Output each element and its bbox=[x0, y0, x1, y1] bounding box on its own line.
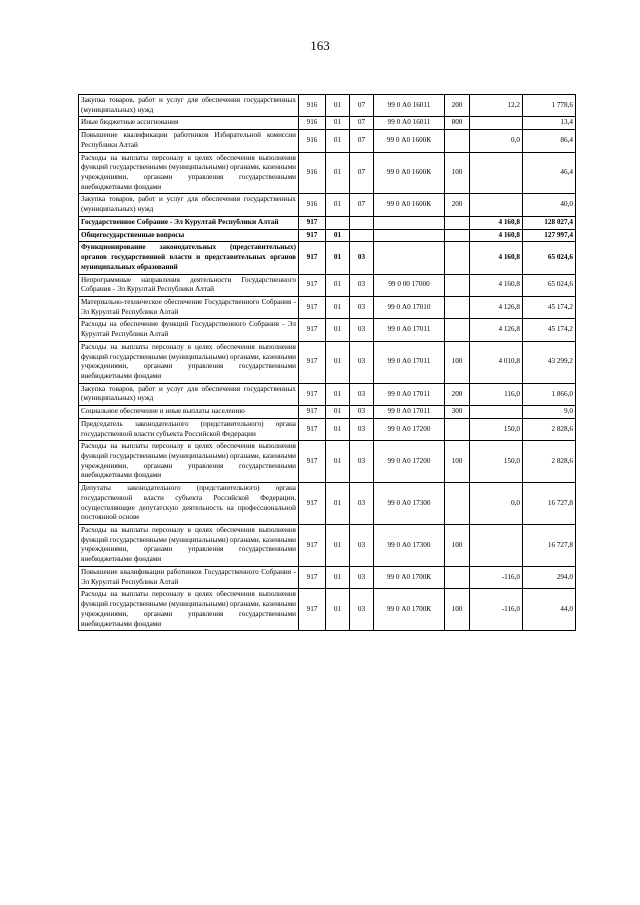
row-ved-code: 917 bbox=[299, 418, 326, 440]
row-amount-total: 44,0 bbox=[523, 589, 576, 631]
row-expense-type bbox=[445, 296, 470, 318]
row-name: Общегосударственные вопросы bbox=[79, 229, 299, 242]
row-target-article: 99 0 А0 1600К bbox=[374, 130, 445, 152]
row-section-code: 01 bbox=[326, 418, 350, 440]
row-subsection-code: 03 bbox=[350, 296, 374, 318]
row-amount-total: 128 027,4 bbox=[523, 216, 576, 229]
row-amount-total: 2 828,6 bbox=[523, 441, 576, 483]
budget-table bbox=[78, 94, 576, 631]
table-row bbox=[79, 525, 576, 567]
row-subsection-code: 03 bbox=[350, 441, 374, 483]
row-section-code: 01 bbox=[326, 274, 350, 296]
row-target-article: 99 0 А0 1600К bbox=[374, 152, 445, 194]
table-row bbox=[79, 152, 576, 194]
row-name: Расходы на обеспечение функций Государственного Собрания - Эл Курултай Республики Алтай bbox=[79, 319, 299, 341]
row-subsection-code bbox=[350, 229, 374, 242]
row-expense-type bbox=[445, 130, 470, 152]
row-target-article: 99 0 А0 17011 bbox=[374, 341, 445, 383]
row-amount-change bbox=[470, 194, 523, 216]
row-name: Расходы на выплаты персоналу в целях обеспечения выполнения функций государственными (муниципальными) органами, казенными учреждениями, органами управления государственными внебюджетными фондами bbox=[79, 525, 299, 567]
row-name: Депутаты законодательного (представительного) органа государственной власти субъекта Российской Федерации, осуществляющие депутатскую деятельность на профессиональной постоянной основе bbox=[79, 483, 299, 525]
row-subsection-code: 03 bbox=[350, 406, 374, 419]
row-amount-change bbox=[470, 152, 523, 194]
row-amount-total: 16 727,8 bbox=[523, 483, 576, 525]
row-expense-type: 200 bbox=[445, 383, 470, 405]
table-row bbox=[79, 130, 576, 152]
row-subsection-code: 03 bbox=[350, 525, 374, 567]
row-name: Функционирование законодательных (представительных) органов государственной власти и представительных органов муниципальных образований bbox=[79, 242, 299, 274]
row-amount-total: 294,0 bbox=[523, 566, 576, 588]
row-name: Иные бюджетные ассигнования bbox=[79, 117, 299, 130]
table-row bbox=[79, 383, 576, 405]
row-amount-change: 12,2 bbox=[470, 95, 523, 117]
row-name: Расходы на выплаты персоналу в целях обеспечения выполнения функций государственными (муниципальными) органами, казенными учреждениями, органами управления государственными внебюджетными фондами bbox=[79, 152, 299, 194]
row-amount-change bbox=[470, 117, 523, 130]
row-amount-change: 4 160,8 bbox=[470, 229, 523, 242]
row-name: Закупка товаров, работ и услуг для обеспечения государственных (муниципальных) нужд bbox=[79, 194, 299, 216]
row-target-article: 99 0 А0 16011 bbox=[374, 95, 445, 117]
row-amount-change: 150,0 bbox=[470, 441, 523, 483]
row-amount-total: 65 024,6 bbox=[523, 274, 576, 296]
row-ved-code: 916 bbox=[299, 152, 326, 194]
row-expense-type bbox=[445, 274, 470, 296]
budget-table-body bbox=[79, 95, 576, 631]
row-ved-code: 917 bbox=[299, 483, 326, 525]
table-row bbox=[79, 589, 576, 631]
row-amount-change: -116,0 bbox=[470, 566, 523, 588]
row-expense-type: 100 bbox=[445, 152, 470, 194]
row-name: Закупка товаров, работ и услуг для обеспечения государственных (муниципальных) нужд bbox=[79, 383, 299, 405]
row-amount-change: 4 160,8 bbox=[470, 274, 523, 296]
row-ved-code: 917 bbox=[299, 525, 326, 567]
row-subsection-code: 03 bbox=[350, 483, 374, 525]
row-ved-code: 917 bbox=[299, 566, 326, 588]
row-expense-type: 200 bbox=[445, 194, 470, 216]
row-subsection-code: 03 bbox=[350, 383, 374, 405]
row-target-article: 99 0 А0 17300 bbox=[374, 525, 445, 567]
row-section-code: 01 bbox=[326, 95, 350, 117]
row-section-code: 01 bbox=[326, 194, 350, 216]
row-section-code: 01 bbox=[326, 341, 350, 383]
row-expense-type bbox=[445, 319, 470, 341]
row-amount-change: 0,0 bbox=[470, 483, 523, 525]
row-ved-code: 917 bbox=[299, 216, 326, 229]
table-row bbox=[79, 483, 576, 525]
row-target-article: 99 0 А0 17011 bbox=[374, 406, 445, 419]
row-expense-type bbox=[445, 242, 470, 274]
row-subsection-code bbox=[350, 216, 374, 229]
row-section-code: 01 bbox=[326, 296, 350, 318]
row-subsection-code: 03 bbox=[350, 319, 374, 341]
row-subsection-code: 03 bbox=[350, 341, 374, 383]
row-section-code: 01 bbox=[326, 566, 350, 588]
row-ved-code: 916 bbox=[299, 95, 326, 117]
row-name: Закупка товаров, работ и услуг для обеспечения государственных (муниципальных) нужд bbox=[79, 95, 299, 117]
row-expense-type bbox=[445, 566, 470, 588]
row-name: Социальное обеспечение и иные выплаты населению bbox=[79, 406, 299, 419]
row-amount-total: 43 299,2 bbox=[523, 341, 576, 383]
row-amount-total: 1 778,6 bbox=[523, 95, 576, 117]
row-section-code: 01 bbox=[326, 242, 350, 274]
row-target-article: 99 0 А0 16011 bbox=[374, 117, 445, 130]
row-target-article: 99 0 А0 1700К bbox=[374, 589, 445, 631]
row-expense-type: 100 bbox=[445, 525, 470, 567]
row-section-code: 01 bbox=[326, 229, 350, 242]
row-target-article bbox=[374, 229, 445, 242]
row-ved-code: 917 bbox=[299, 296, 326, 318]
table-row bbox=[79, 566, 576, 588]
row-section-code: 01 bbox=[326, 441, 350, 483]
row-target-article bbox=[374, 216, 445, 229]
row-target-article: 99 0 А0 17011 bbox=[374, 319, 445, 341]
row-section-code: 01 bbox=[326, 483, 350, 525]
table-row bbox=[79, 216, 576, 229]
row-ved-code: 917 bbox=[299, 383, 326, 405]
table-row bbox=[79, 229, 576, 242]
table-row bbox=[79, 194, 576, 216]
row-subsection-code: 03 bbox=[350, 418, 374, 440]
row-subsection-code: 03 bbox=[350, 274, 374, 296]
row-expense-type bbox=[445, 229, 470, 242]
table-row bbox=[79, 117, 576, 130]
row-subsection-code: 03 bbox=[350, 589, 374, 631]
row-name: Повышение квалификации работников Государственного Собрания - Эл Курултай Республики Алтай bbox=[79, 566, 299, 588]
row-subsection-code: 07 bbox=[350, 95, 374, 117]
row-ved-code: 917 bbox=[299, 589, 326, 631]
row-ved-code: 917 bbox=[299, 274, 326, 296]
row-amount-total: 45 174,2 bbox=[523, 319, 576, 341]
row-expense-type: 100 bbox=[445, 341, 470, 383]
row-amount-change: 4 160,8 bbox=[470, 242, 523, 274]
row-name: Председатель законодательного (представительного) органа государственной власти субъекта Российской Федерации bbox=[79, 418, 299, 440]
row-ved-code: 917 bbox=[299, 441, 326, 483]
row-subsection-code: 03 bbox=[350, 566, 374, 588]
row-amount-change: 4 126,8 bbox=[470, 296, 523, 318]
table-row bbox=[79, 418, 576, 440]
row-expense-type: 300 bbox=[445, 406, 470, 419]
row-expense-type: 100 bbox=[445, 441, 470, 483]
row-amount-change: 4 160,8 bbox=[470, 216, 523, 229]
row-amount-total: 127 997,4 bbox=[523, 229, 576, 242]
row-section-code bbox=[326, 216, 350, 229]
row-target-article: 99 0 А0 1600К bbox=[374, 194, 445, 216]
row-amount-total: 16 727,8 bbox=[523, 525, 576, 567]
row-section-code: 01 bbox=[326, 130, 350, 152]
row-subsection-code: 03 bbox=[350, 242, 374, 274]
row-amount-total: 9,0 bbox=[523, 406, 576, 419]
table-row bbox=[79, 242, 576, 274]
row-target-article bbox=[374, 242, 445, 274]
row-ved-code: 917 bbox=[299, 229, 326, 242]
row-amount-total: 65 024,6 bbox=[523, 242, 576, 274]
row-amount-total: 2 828,6 bbox=[523, 418, 576, 440]
row-section-code: 01 bbox=[326, 319, 350, 341]
row-amount-change bbox=[470, 406, 523, 419]
row-amount-total: 46,4 bbox=[523, 152, 576, 194]
row-amount-total: 40,0 bbox=[523, 194, 576, 216]
row-expense-type bbox=[445, 418, 470, 440]
row-amount-change: 150,0 bbox=[470, 418, 523, 440]
row-target-article: 99 0 А0 17011 bbox=[374, 383, 445, 405]
page-number: 163 bbox=[310, 38, 330, 53]
row-ved-code: 917 bbox=[299, 242, 326, 274]
row-ved-code: 917 bbox=[299, 341, 326, 383]
row-ved-code: 916 bbox=[299, 117, 326, 130]
row-expense-type: 100 bbox=[445, 589, 470, 631]
row-expense-type: 800 bbox=[445, 117, 470, 130]
row-target-article: 99 0 А0 17010 bbox=[374, 296, 445, 318]
row-amount-total: 13,4 bbox=[523, 117, 576, 130]
row-target-article: 99 0 00 17000 bbox=[374, 274, 445, 296]
row-target-article: 99 0 А0 1700К bbox=[374, 566, 445, 588]
row-amount-change: 116,0 bbox=[470, 383, 523, 405]
row-expense-type: 200 bbox=[445, 95, 470, 117]
row-section-code: 01 bbox=[326, 152, 350, 194]
table-row bbox=[79, 319, 576, 341]
row-name: Повышение квалификации работников Избирательной комиссии Республики Алтай bbox=[79, 130, 299, 152]
row-target-article: 99 0 А0 17200 bbox=[374, 441, 445, 483]
row-amount-change bbox=[470, 525, 523, 567]
row-amount-total: 86,4 bbox=[523, 130, 576, 152]
row-section-code: 01 bbox=[326, 117, 350, 130]
row-amount-change: -116,0 bbox=[470, 589, 523, 631]
row-amount-change: 0,0 bbox=[470, 130, 523, 152]
row-name: Расходы на выплаты персоналу в целях обеспечения выполнения функций государственными (муниципальными) органами, казенными учреждениями, органами управления государственными внебюджетными фондами bbox=[79, 441, 299, 483]
table-row bbox=[79, 406, 576, 419]
row-amount-total: 45 174,2 bbox=[523, 296, 576, 318]
row-subsection-code: 07 bbox=[350, 152, 374, 194]
row-section-code: 01 bbox=[326, 406, 350, 419]
table-row bbox=[79, 441, 576, 483]
row-amount-total: 1 866,0 bbox=[523, 383, 576, 405]
row-section-code: 01 bbox=[326, 383, 350, 405]
row-target-article: 99 0 А0 17300 bbox=[374, 483, 445, 525]
row-name: Расходы на выплаты персоналу в целях обеспечения выполнения функций государственными (муниципальными) органами, казенными учреждениями, органами управления государственными внебюджетными фондами bbox=[79, 589, 299, 631]
row-expense-type bbox=[445, 483, 470, 525]
row-name: Материально-техническое обеспечение Государственного Собрания - Эл Курултай Республики Алтай bbox=[79, 296, 299, 318]
row-target-article: 99 0 А0 17200 bbox=[374, 418, 445, 440]
row-amount-change: 4 010,8 bbox=[470, 341, 523, 383]
row-subsection-code: 07 bbox=[350, 117, 374, 130]
row-section-code: 01 bbox=[326, 589, 350, 631]
row-ved-code: 917 bbox=[299, 406, 326, 419]
row-ved-code: 916 bbox=[299, 194, 326, 216]
row-subsection-code: 07 bbox=[350, 130, 374, 152]
row-name: Государственное Собрание - Эл Курултай Республики Алтай bbox=[79, 216, 299, 229]
row-amount-change: 4 126,8 bbox=[470, 319, 523, 341]
row-ved-code: 917 bbox=[299, 319, 326, 341]
table-row bbox=[79, 95, 576, 117]
row-name: Расходы на выплаты персоналу в целях обеспечения выполнения функций государственными (муниципальными) органами, казенными учреждениями, органами управления государственными внебюджетными фондами bbox=[79, 341, 299, 383]
table-row bbox=[79, 296, 576, 318]
row-ved-code: 916 bbox=[299, 130, 326, 152]
table-row bbox=[79, 341, 576, 383]
table-row bbox=[79, 274, 576, 296]
row-section-code: 01 bbox=[326, 525, 350, 567]
row-subsection-code: 07 bbox=[350, 194, 374, 216]
row-expense-type bbox=[445, 216, 470, 229]
row-name: Непрограммные направления деятельности Государственного Собрания - Эл Курултай Республики Алтай bbox=[79, 274, 299, 296]
